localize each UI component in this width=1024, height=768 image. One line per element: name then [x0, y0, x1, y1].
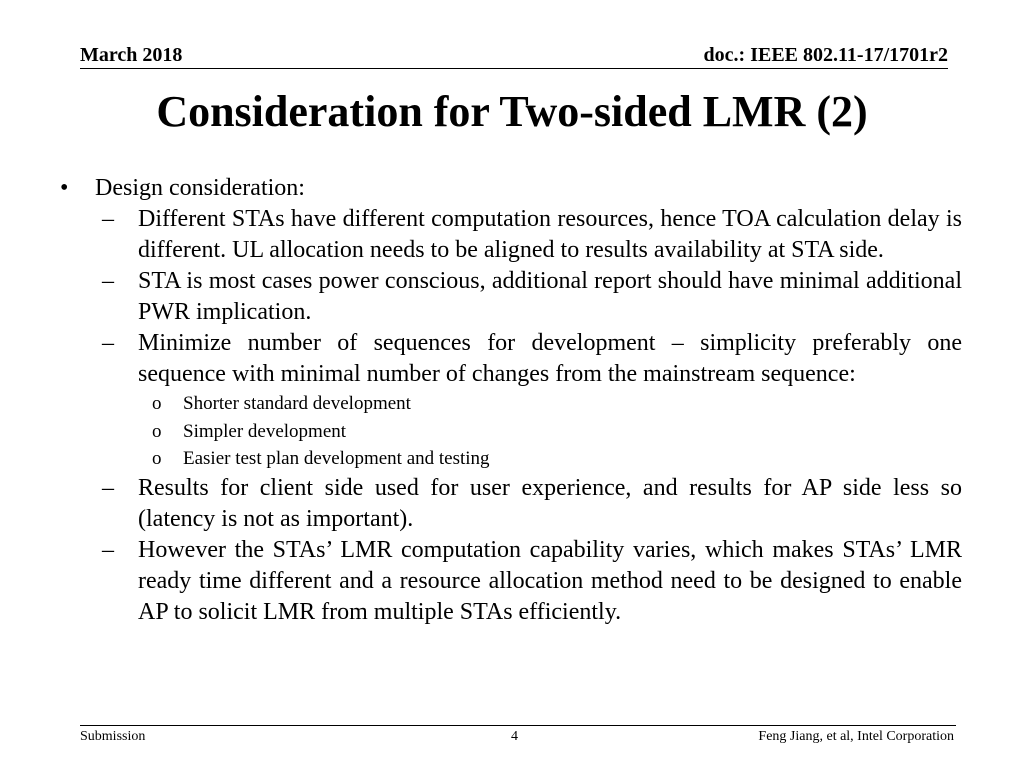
subsub-item-1: [60, 390, 962, 418]
subsub-item-text: Simpler development: [183, 420, 347, 442]
bullet-text: Design consideration:: [95, 175, 305, 201]
header-date: March 2018: [80, 44, 183, 66]
sub-item-text: Minimize number of sequences for development – simplicity preferably one sequence with minimal number of changes from the mainstream sequence:: [138, 330, 962, 387]
sub-item-text: However the STAs’ LMR computation capability varies, which makes STAs’ LMR ready time different and a resource allocation method need to be designed to enable AP to solicit LMR from multiple STAs efficiently.: [138, 536, 962, 625]
circle-bullet-icon: o: [152, 420, 162, 442]
slide-title: Consideration for Two-sided LMR (2): [156, 87, 868, 136]
bullet-design-consideration: [60, 173, 962, 204]
subsub-item-text: Easier test plan development and testing: [183, 448, 490, 469]
dash-icon: –: [102, 206, 114, 232]
slide-body: [60, 173, 962, 628]
header-divider: [80, 68, 948, 69]
sub-item-text: STA is most cases power conscious, additional report should have minimal additional PWR implication.: [138, 268, 962, 325]
dash-icon: –: [102, 330, 114, 356]
dash-icon: –: [102, 474, 114, 501]
bullet-icon: •: [60, 175, 69, 201]
sub-item-5: [60, 535, 962, 628]
subsub-item-3: [60, 445, 962, 473]
sub-item-2: [60, 266, 962, 328]
footer-author: Feng Jiang, et al, Intel Corporation: [758, 729, 954, 744]
sub-item-text: Results for client side used for user experience, and results for AP side less so (latency is not as important).: [138, 474, 962, 532]
header-doc-id: doc.: IEEE 802.11-17/1701r2: [703, 44, 948, 66]
sub-item-1: [60, 204, 962, 266]
dash-icon: –: [102, 536, 114, 563]
footer-submission: Submission: [80, 729, 146, 744]
circle-bullet-icon: o: [152, 393, 162, 414]
dash-icon: –: [102, 268, 114, 294]
page-number: 4: [511, 729, 518, 744]
subsub-item-text: Shorter standard development: [183, 393, 411, 414]
circle-bullet-icon: o: [152, 448, 162, 469]
subsub-item-2: [60, 418, 962, 446]
sub-item-3: [60, 328, 962, 390]
footer-divider: [80, 725, 956, 726]
sub-item-text: Different STAs have different computation resources, hence TOA calculation delay is different. UL allocation needs to be aligned to results availability at STA side.: [138, 206, 962, 263]
sub-item-4: [60, 473, 962, 535]
